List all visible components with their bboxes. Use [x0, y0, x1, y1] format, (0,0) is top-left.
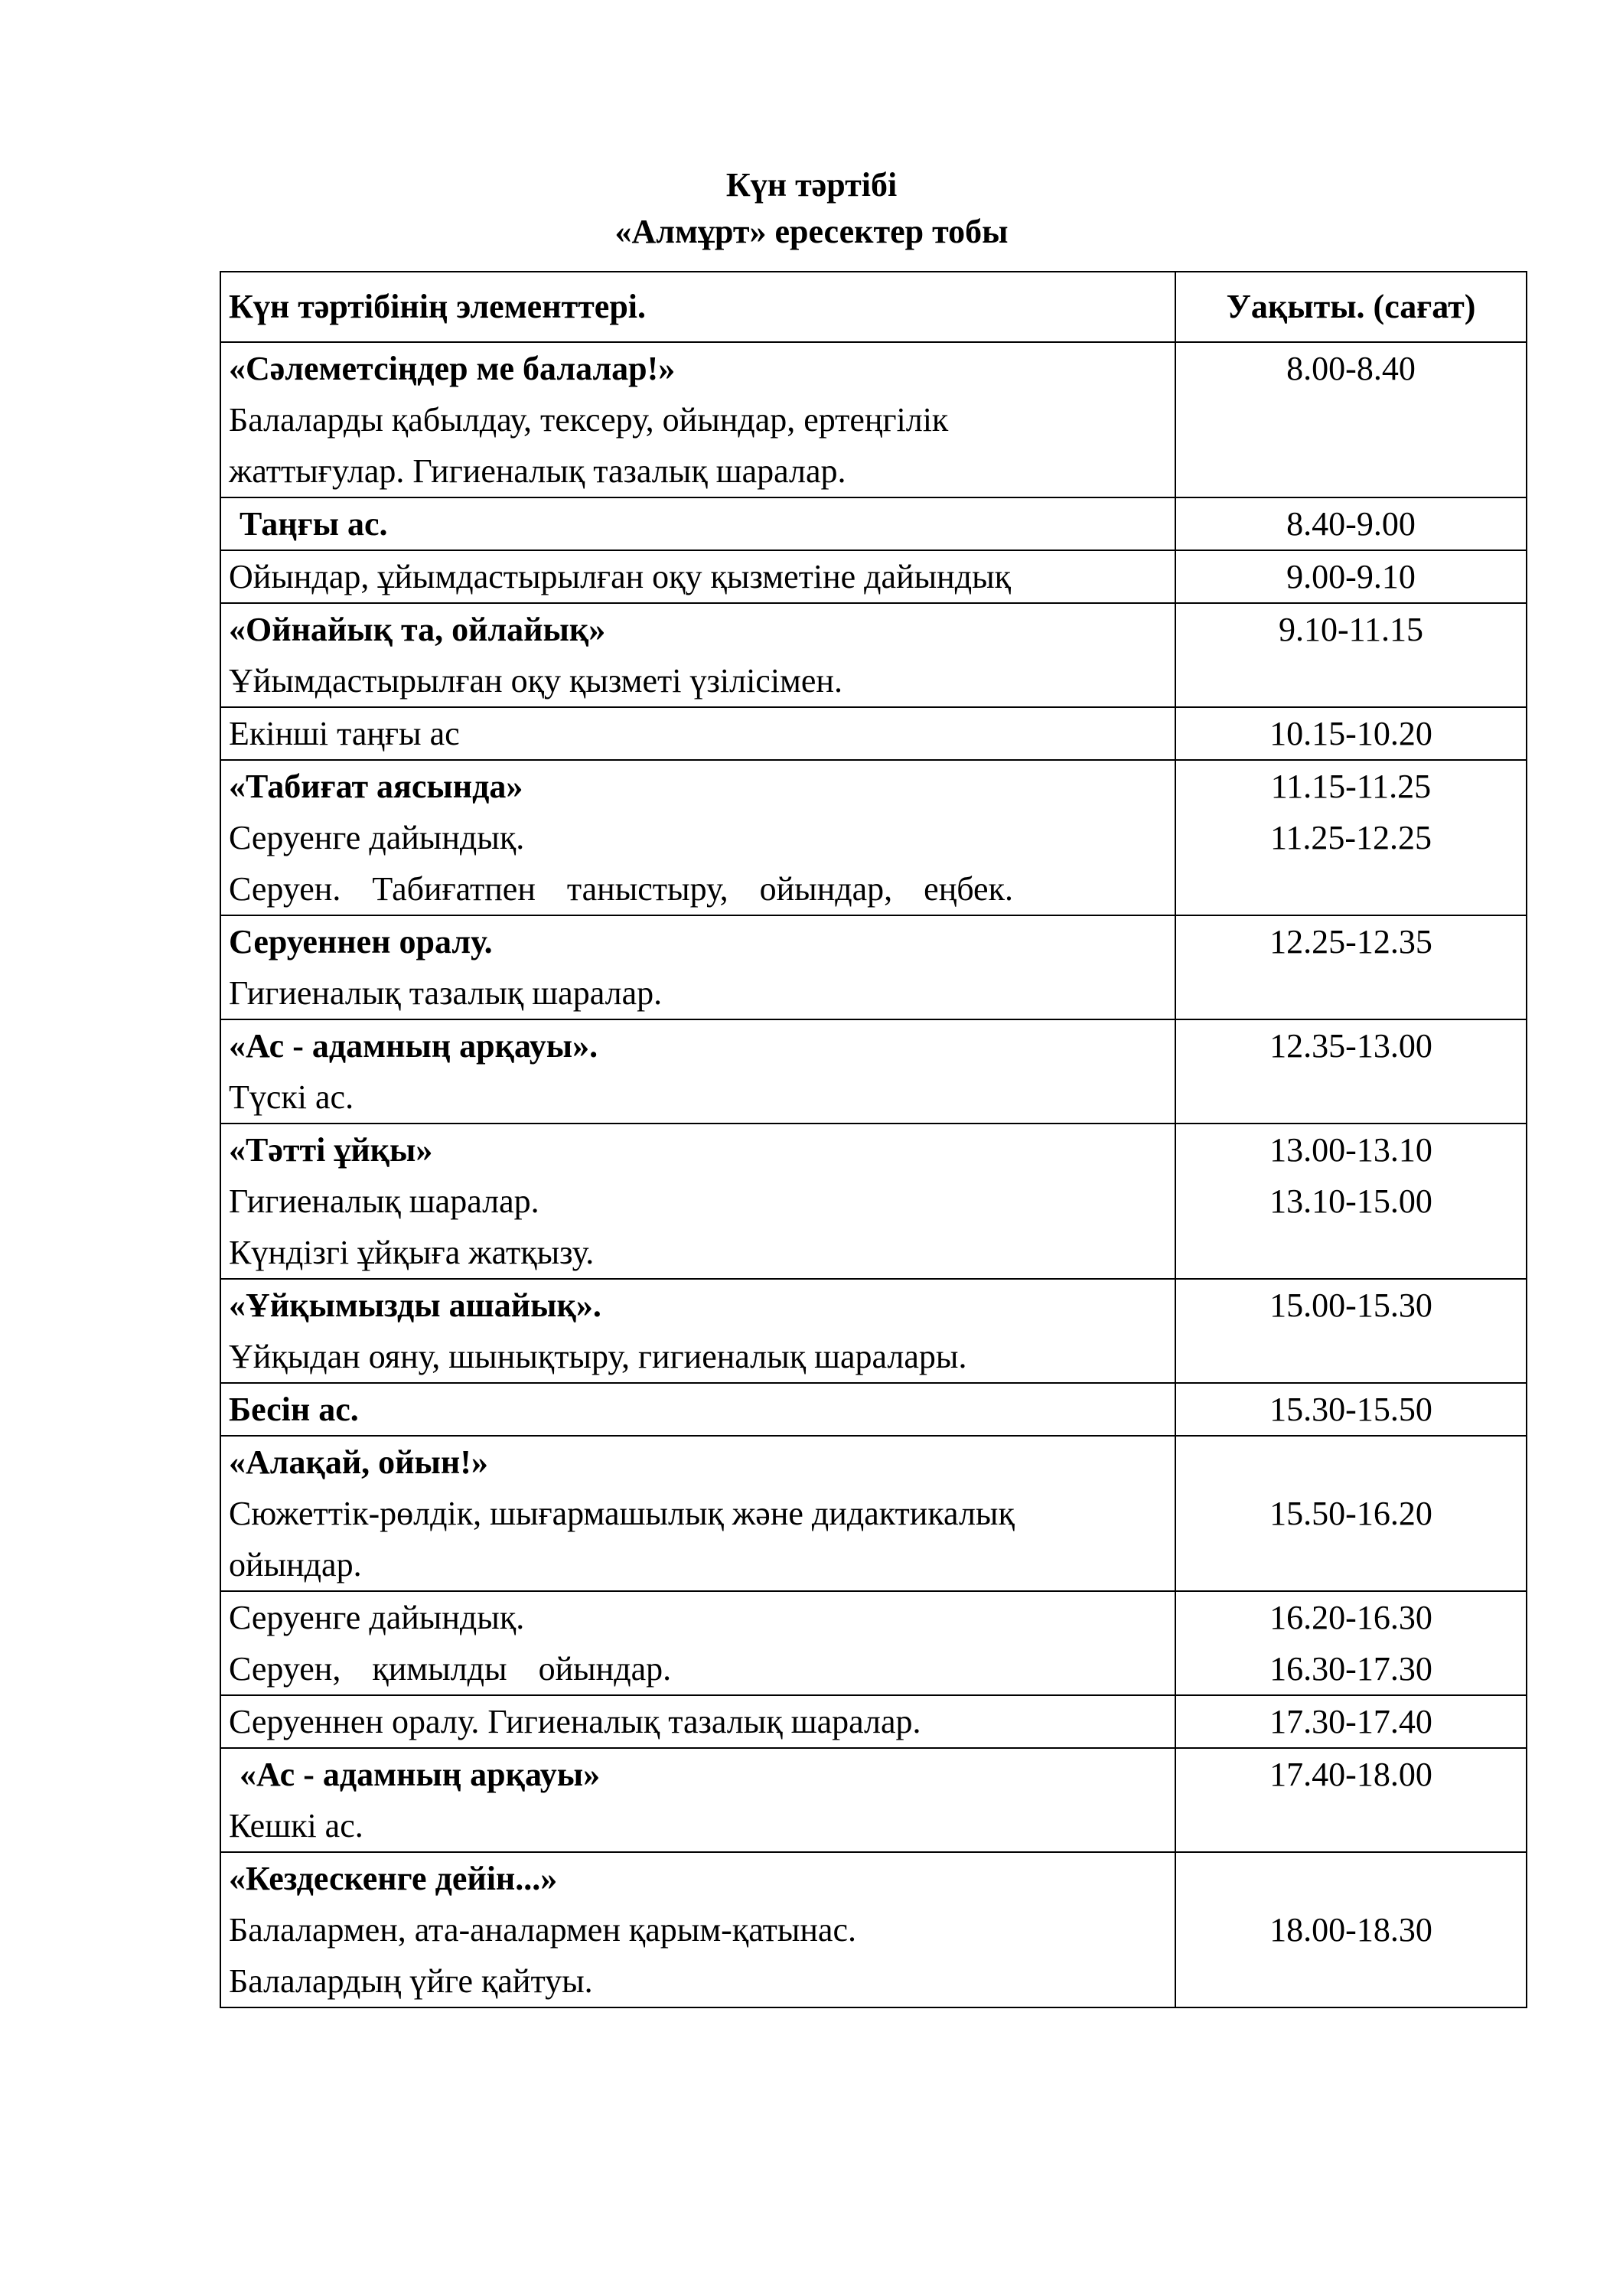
activity-line: Ұйқыдан ояну, шынықтыру, гигиеналық шаралары.: [229, 1338, 967, 1375]
activity-title: Бесін ас.: [229, 1391, 359, 1428]
time-cell: [1175, 1748, 1527, 1852]
time-value: 11.15-11.25: [1270, 768, 1432, 805]
activity-line: Серуенге дайындық.: [229, 1599, 525, 1636]
activity-line: Балаларды қабылдау, тексеру, ойындар, ертеңгілік: [229, 401, 949, 439]
table-row: [220, 1124, 1527, 1279]
activity-cell: [220, 1695, 1175, 1748]
time-cell: [1175, 1852, 1527, 2007]
time-cell: [1175, 1019, 1527, 1124]
table-row: [220, 1436, 1527, 1591]
page-title: Күн тәртібі: [725, 166, 898, 204]
time-cell: [1175, 1591, 1527, 1695]
time-cell: [1175, 497, 1527, 550]
table-header-row: [220, 272, 1527, 342]
time-cell: [1175, 707, 1527, 760]
time-cell: [1175, 1279, 1527, 1383]
activity-cell: [220, 550, 1175, 603]
time-value: 8.00-8.40: [1286, 350, 1416, 387]
time-value: 12.25-12.35: [1269, 923, 1432, 960]
table-row: [220, 760, 1527, 915]
activity-line: Ойындар, ұйымдастырылған оқу қызметіне дайындық: [229, 558, 1012, 595]
activity-cell: [220, 1436, 1175, 1591]
activity-line: Балалармен, ата-аналармен қарым-қатынас.: [229, 1911, 856, 1949]
activity-cell: [220, 760, 1175, 915]
time-cell: [1175, 760, 1527, 915]
table-row: [220, 1279, 1527, 1383]
table-row: [220, 707, 1527, 760]
time-value: 11.25-12.25: [1269, 819, 1432, 856]
activity-line: Серуен, қимылды ойындар.: [229, 1650, 672, 1688]
table-row: [220, 1748, 1527, 1852]
header-activity-label: Күн тәртібінің элементтері.: [229, 288, 647, 325]
table-row: [220, 1695, 1527, 1748]
activity-cell: [220, 342, 1175, 497]
activity-cell: [220, 1591, 1175, 1695]
activity-cell: [220, 1748, 1175, 1852]
time-value: 9.00-9.10: [1286, 558, 1416, 595]
time-value: 13.10-15.00: [1269, 1182, 1432, 1220]
header-activity: [220, 272, 1175, 342]
activity-cell: [220, 1852, 1175, 2007]
activity-cell: [220, 497, 1175, 550]
time-value: 16.30-17.30: [1269, 1650, 1432, 1688]
activity-cell: [220, 1383, 1175, 1436]
table-row: [220, 1019, 1527, 1124]
header-time: [1175, 272, 1527, 342]
activity-line: Серуенге дайындық.: [229, 819, 525, 856]
time-value: 17.40-18.00: [1269, 1756, 1432, 1793]
activity-cell: [220, 915, 1175, 1019]
table-row: [220, 550, 1527, 603]
activity-line: Сюжеттік-рөлдік, шығармашылық және дидактикалық: [229, 1495, 1015, 1532]
activity-line: Серуеннен оралу. Гигиеналық тазалық шаралар.: [229, 1703, 921, 1740]
table-row: [220, 1383, 1527, 1436]
activity-title: «Сәлеметсіңдер ме балалар!»: [229, 350, 676, 387]
time-cell: [1175, 1383, 1527, 1436]
time-value: 9.10-11.15: [1278, 611, 1424, 648]
activity-line: Ұйымдастырылған оқу қызметі үзілісімен.: [229, 662, 842, 700]
activity-title: «Ас - адамның арқауы».: [229, 1027, 598, 1065]
header-time-label: Уақыты. (сағат): [1226, 288, 1476, 325]
table-row: [220, 915, 1527, 1019]
time-cell: [1175, 915, 1527, 1019]
activity-line: Екінші таңғы ас: [229, 715, 460, 752]
activity-line: Күндізгі ұйқыға жатқызу.: [229, 1234, 595, 1271]
schedule-table: [220, 271, 1527, 2008]
page-subtitle: «Алмұрт» ересектер тобы: [614, 213, 1009, 250]
activity-cell: [220, 1124, 1175, 1279]
activity-line: Гигиеналық шаралар.: [229, 1182, 539, 1220]
activity-title: Таңғы ас.: [240, 505, 388, 543]
time-value: 13.00-13.10: [1269, 1131, 1432, 1169]
activity-title: «Ойнайық та, ойлайық»: [229, 611, 606, 648]
time-value: 15.30-15.50: [1269, 1391, 1432, 1428]
activity-line: Гигиеналық тазалық шаралар.: [229, 974, 663, 1012]
time-value: 16.20-16.30: [1269, 1599, 1432, 1636]
table-row: [220, 342, 1527, 497]
time-cell: [1175, 342, 1527, 497]
time-cell: [1175, 1124, 1527, 1279]
time-value: 15.50-16.20: [1269, 1495, 1432, 1532]
activity-line: Түскі ас.: [229, 1078, 354, 1116]
activity-title: «Алақай, ойын!»: [229, 1443, 488, 1481]
table-row: [220, 497, 1527, 550]
time-cell: [1175, 603, 1527, 707]
time-value: 17.30-17.40: [1269, 1703, 1432, 1740]
activity-cell: [220, 707, 1175, 760]
activity-title: Серуеннен оралу.: [229, 923, 493, 960]
activity-title: «Тәтті ұйқы»: [229, 1131, 433, 1169]
activity-title: «Ас - адамның арқауы»: [240, 1756, 601, 1793]
table-row: [220, 1591, 1527, 1695]
time-cell: [1175, 1695, 1527, 1748]
time-value: 18.00-18.30: [1269, 1911, 1432, 1949]
time-value: 8.40-9.00: [1286, 505, 1416, 543]
time-value: 12.35-13.00: [1269, 1027, 1432, 1065]
activity-line: жаттығулар. Гигиеналық тазалық шаралар.: [229, 452, 846, 490]
time-cell: [1175, 1436, 1527, 1591]
activity-line: ойындар.: [229, 1546, 362, 1583]
table-row: [220, 603, 1527, 707]
activity-title: «Табиғат аясында»: [229, 768, 523, 805]
activity-cell: [220, 1019, 1175, 1124]
activity-cell: [220, 603, 1175, 707]
time-cell: [1175, 550, 1527, 603]
time-value: 15.00-15.30: [1269, 1287, 1432, 1324]
activity-line: Серуен. Табиғатпен таныстыру, ойындар, еңбек.: [229, 870, 1013, 908]
activity-title: «Ұйқымызды ашайық».: [229, 1287, 601, 1324]
activity-line: Балалардың үйге қайтуы.: [229, 1962, 593, 2000]
time-value: 10.15-10.20: [1269, 715, 1432, 752]
table-row: [220, 1852, 1527, 2007]
activity-title: «Кездескенге дейін...»: [229, 1860, 558, 1897]
activity-line: Кешкі ас.: [229, 1807, 363, 1844]
activity-cell: [220, 1279, 1175, 1383]
